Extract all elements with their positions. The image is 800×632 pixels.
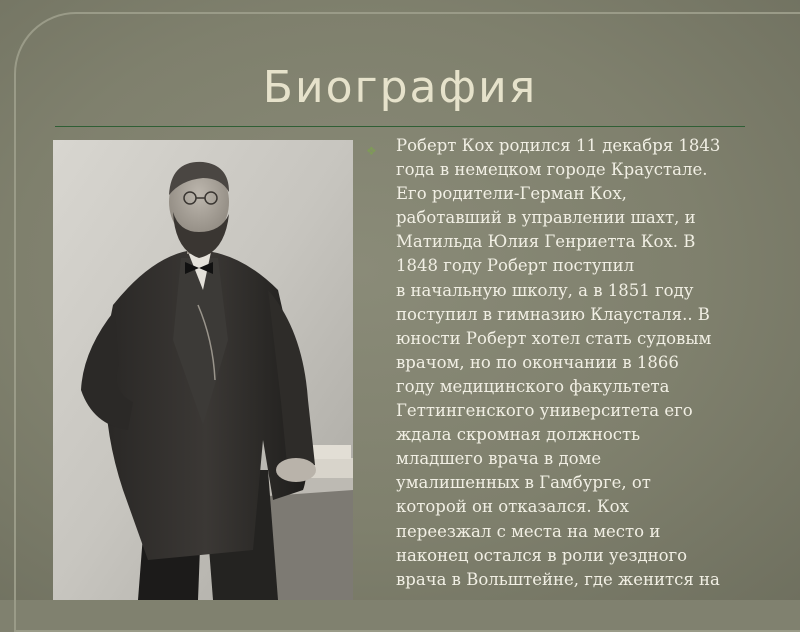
portrait-photo xyxy=(53,140,353,600)
slide-title: Биография xyxy=(262,62,538,113)
title-divider xyxy=(55,126,745,127)
portrait-photo-icon xyxy=(53,140,353,600)
diamond-bullet-icon: ❖ xyxy=(366,144,377,158)
biography-paragraph: Роберт Кох родился 11 декабря 1843 года в немецком городе Краустале. Его родители-Герман Кох, работавший в управлении шахт, и Матильда Юлия Генриетта Кох. В 1848 году Роберт поступил в начальную школу, а в 1851 году поступил в гимназию Клаусталя.. В юности Роберт хотел стать судовым врачом, но по окончании в 1866 году медицинского факультета Геттингенского университета его ждала скромная должность младшего врача в доме умалишенных в Гамбурге, от которой он отказался. Кох переезжал с места на место и наконец остался в роли уездного врача в Вольштейне, где женится на xyxy=(396,136,721,589)
